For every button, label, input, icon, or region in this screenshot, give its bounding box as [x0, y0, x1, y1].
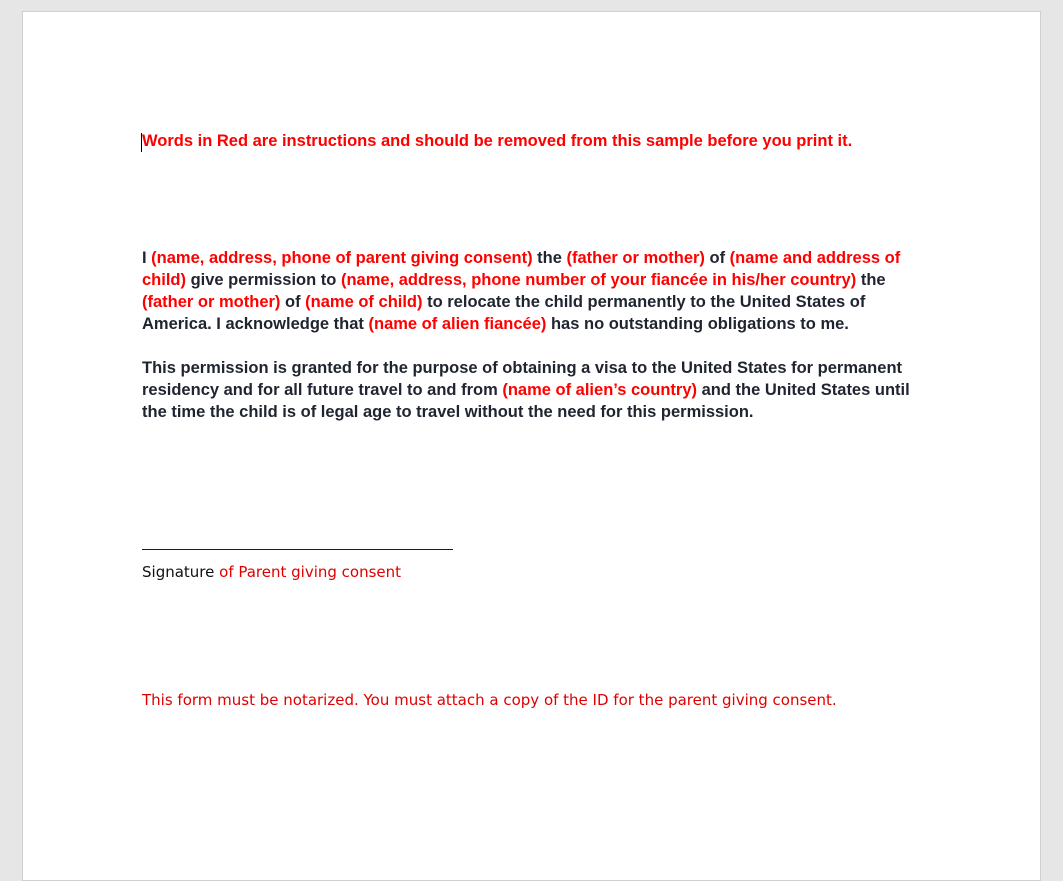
permission-text: This permission is granted for the purpose of obtaining a visa to the United States for permanent residency and for all future travel to and from: [142, 359, 903, 399]
consent-text: the: [532, 249, 567, 267]
placeholder-parent-info: (name, address, phone of parent giving consent): [151, 249, 533, 267]
consent-text: has no outstanding obligations to me.: [546, 315, 849, 333]
permission-paragraph: [142, 357, 932, 423]
document-page[interactable]: [22, 11, 1041, 881]
text-cursor: [141, 133, 142, 152]
instruction-line: [142, 132, 932, 151]
consent-text: I: [142, 249, 152, 267]
consent-text: of: [280, 293, 306, 311]
signature-line: [142, 549, 453, 550]
signature-caption: [142, 563, 932, 581]
placeholder-child-name: (name of child): [305, 293, 423, 311]
consent-text: give permission to: [186, 271, 341, 289]
placeholder-fiancee-info: (name, address, phone number of your fiancée in his/her country): [340, 271, 857, 289]
notarization-notice: This form must be notarized. You must attach a copy of the ID for the parent giving consent.: [142, 691, 837, 709]
consent-text: of: [704, 249, 730, 267]
consent-text: to relocate the child permanently to the United States of America. I acknowledge that: [142, 293, 866, 333]
signature-label: Signature: [142, 563, 215, 581]
placeholder-child-info: (name and address of child): [142, 249, 901, 289]
signature-instruction: of Parent giving consent: [214, 563, 402, 581]
consent-text: the: [856, 271, 886, 289]
consent-paragraph: [142, 247, 932, 335]
placeholder-father-or-mother: (father or mother): [566, 249, 705, 267]
instruction-text: Words in Red are instructions and should be removed from this sample before you print it.: [142, 132, 853, 150]
placeholder-father-or-mother: (father or mother): [142, 293, 281, 311]
placeholder-alien-fiancee-name: (name of alien fiancée): [368, 315, 547, 333]
placeholder-alien-country: (name of alien’s country): [502, 381, 698, 399]
permission-text: and the United States until the time the child is of legal age to travel without the need for this permission.: [142, 381, 910, 421]
